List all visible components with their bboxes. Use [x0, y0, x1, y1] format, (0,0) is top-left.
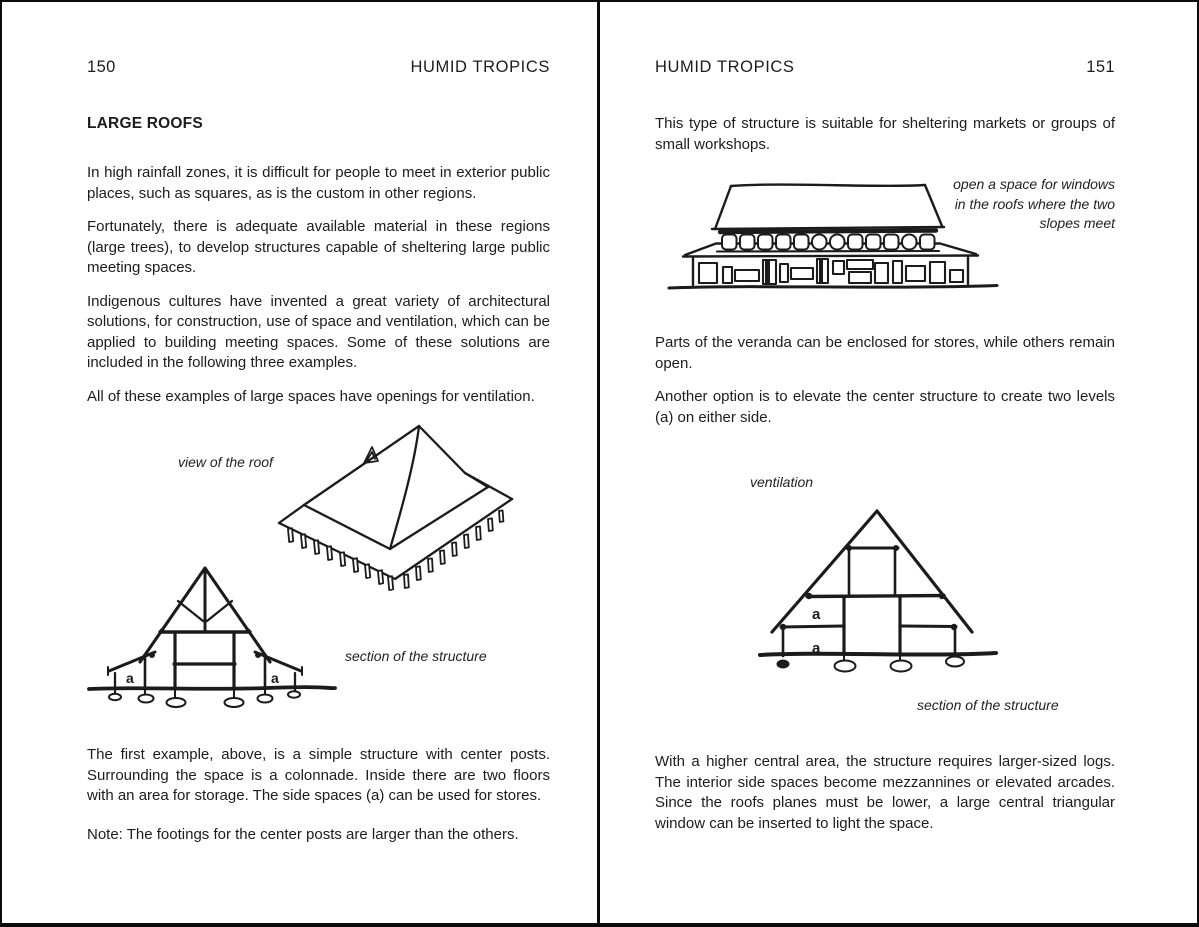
section-heading: LARGE ROOFS	[87, 115, 203, 132]
running-header-right	[655, 58, 1115, 77]
paragraph: This type of structure is suitable for sheltering markets or groups of small workshops.	[655, 115, 1115, 153]
figure-large-roof	[87, 423, 550, 745]
page-number-right: 151	[1086, 58, 1115, 76]
label-a-right-side: a	[271, 670, 279, 686]
caption-section-right: section of the structure	[917, 697, 1059, 713]
paragraph: Indigenous cultures have invented a great variety of architectural solutions, for construction, use of space and ventilation, which can be applied to building meeting spaces. Some of these solutions are included in the following three examples.	[87, 292, 550, 371]
caption-roof-view: view of the roof	[178, 454, 273, 470]
paragraph-note: Note: The footings for the center posts are larger than the others.	[87, 825, 519, 843]
page-150	[2, 2, 597, 923]
page-151	[600, 2, 1199, 923]
caption-roof-windows: open a space for windows in the roofs where the two slopes meet	[953, 176, 1115, 231]
figure-elevated-section	[655, 458, 1115, 722]
paragraph: The first example, above, is a simple structure with center posts. Surrounding the space is a colonnade. Inside there are two floors with an area for storage. The side spaces (a) can be used for stores.	[87, 746, 550, 804]
caption-ventilation: ventilation	[750, 474, 814, 490]
paragraph: Parts of the veranda can be enclosed for stores, while others remain open.	[655, 334, 1115, 372]
paragraph: All of these examples of large spaces have openings for ventilation.	[87, 387, 535, 405]
section-drawing-left	[82, 555, 342, 730]
running-head-left: HUMID TROPICS	[410, 58, 550, 76]
figure-market-building	[655, 169, 1115, 327]
label-a-lower: a	[812, 640, 821, 657]
caption-section-left: section of the structure	[345, 648, 487, 664]
page-number-left: 150	[87, 58, 116, 76]
label-a-upper: a	[812, 606, 821, 623]
paragraph: In high rainfall zones, it is difficult for people to meet in exterior public places, such as squares, as is the custom in other regions.	[87, 164, 550, 202]
paragraph: Fortunately, there is adequate available material in these regions (large trees), to develop structures capable of sheltering large public meeting spaces.	[87, 218, 550, 276]
running-head-right: HUMID TROPICS	[655, 58, 795, 76]
running-header-left	[87, 58, 550, 77]
paragraph: With a higher central area, the structure requires larger-sized logs. The interior side spaces become mezzannines or elevated arcades. Since the roofs planes must be lower, a large central triangular window can be inserted to light the space.	[655, 753, 1115, 832]
label-a-left-side: a	[126, 670, 134, 686]
section-drawing-right	[752, 498, 1012, 678]
paragraph: Another option is to elevate the center structure to create two levels (a) on either side.	[655, 388, 1115, 426]
